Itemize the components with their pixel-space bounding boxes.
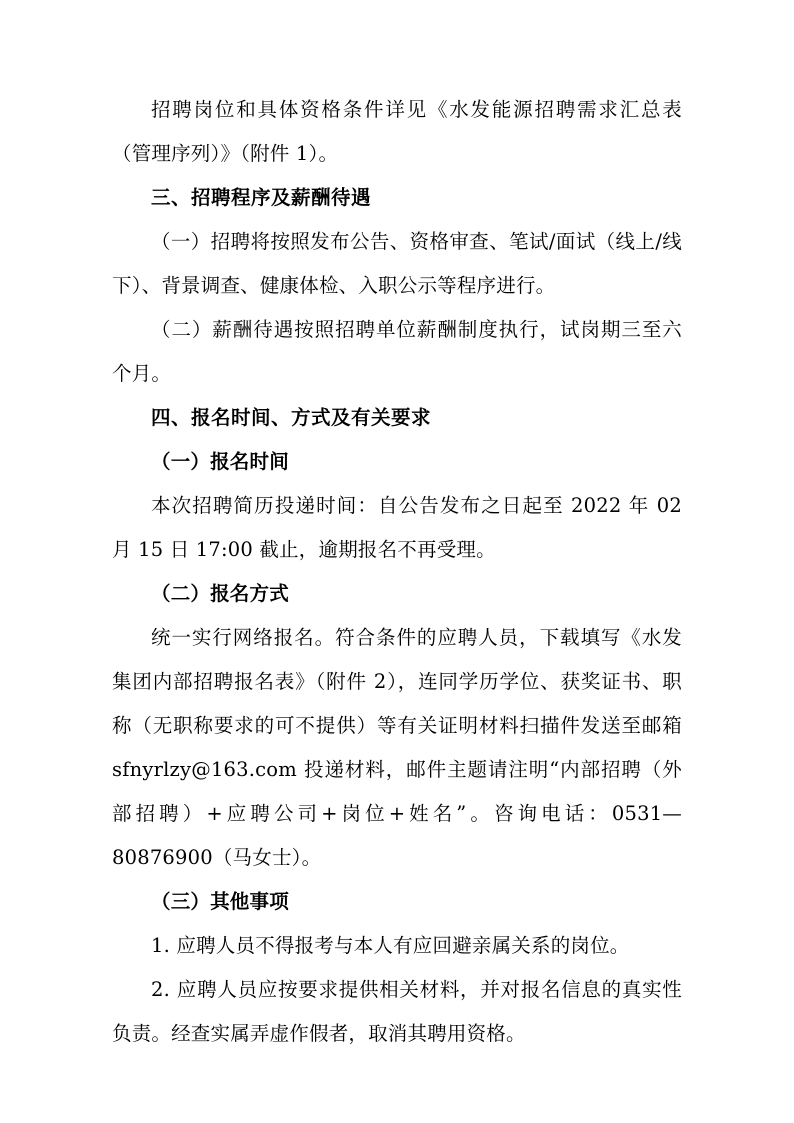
paragraph-recruitment-procedure: （一）招聘将按照发布公告、资格审查、笔试/面试（线上/线下）、背景调查、健康体检、入职公示等程序进行。: [112, 230, 682, 297]
paragraph-salary-treatment: （二）薪酬待遇按照招聘单位薪酬制度执行，试岗期三至六个月。: [112, 318, 682, 385]
heading-section-three: 三、招聘程序及薪酬待遇: [151, 186, 372, 209]
subheading-other-matters: （三）其他事项: [151, 890, 289, 913]
paragraph-application-details: 统一实行网络报名。符合条件的应聘人员，下载填写《水发集团内部招聘报名表》（附件 2），连同学历学位、获奖证书、职称（无职称要求的可不提供）等有关证明材料扫描件发送至邮箱 sfnyrlzy@163.com 投递材料，邮件主题请注明“内部招聘（外部招聘）+应聘公司+岗位+姓名”。咨询电话：0531—80876900（马女士）。: [112, 626, 682, 869]
heading-section-four: 四、报名时间、方式及有关要求: [151, 406, 432, 429]
document-body: [112, 88, 682, 1056]
subheading-application-time: （一）报名时间: [151, 450, 289, 473]
subheading-application-method: （二）报名方式: [151, 582, 289, 605]
paragraph-application-deadline: 本次招聘简历投递时间：自公告发布之日起至 2022 年 02 月 15 日 17:00 截止，逾期报名不再受理。: [112, 494, 682, 561]
paragraph-item-2: 2. 应聘人员应按要求提供相关材料，并对报名信息的真实性负责。经查实属弄虚作假者，取消其聘用资格。: [112, 978, 682, 1045]
paragraph-item-1: 1. 应聘人员不得报考与本人有应回避亲属关系的岗位。: [151, 934, 630, 957]
paragraph-positions-reference: 招聘岗位和具体资格条件详见《水发能源招聘需求汇总表（管理序列）》（附件 1）。: [112, 98, 682, 165]
